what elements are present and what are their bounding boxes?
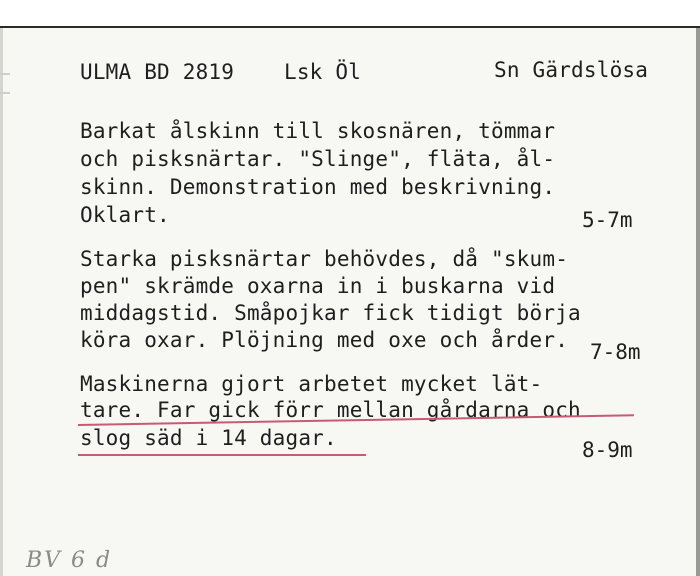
card-left-edge — [0, 28, 3, 576]
scan-tick — [0, 73, 10, 75]
region-label: Lsk Öl — [284, 60, 362, 84]
archive-code: ULMA BD 2819 — [80, 60, 235, 84]
entry-3-line-2: tare. Far gick förr mellan gårdarna och — [80, 398, 581, 422]
scan-tick — [0, 92, 10, 94]
card-right-edge — [696, 28, 700, 576]
entry-1-line-4: Oklart. — [80, 203, 170, 227]
entry-3-line-1: Maskinerna gjort arbetet mycket lät- — [80, 372, 543, 396]
entry-1-line-2: och pisksnärtar. "Slinge", fläta, ål- — [80, 147, 556, 171]
entry-3-line-3: slog säd i 14 dagar. — [80, 426, 337, 450]
entry-2-line-2: pen" skrämde oxarna in i buskarna vid — [80, 274, 556, 298]
pencil-note: BV 6 d — [26, 548, 113, 573]
underline-2 — [78, 454, 366, 456]
entry-2-line-1: Starka pisksnärtar behövdes, då "skum- — [80, 247, 569, 271]
entry-1-marker: 5-7m — [582, 208, 633, 232]
entry-2-line-3: middagstid. Småpojkar fick tidigt börja — [80, 301, 581, 325]
entry-1-line-1: Barkat ålskinn till skosnären, tömmar — [80, 119, 556, 143]
parish-label: Sn Gärdslösa — [494, 58, 649, 82]
entry-2-line-4: köra oxar. Plöjning med oxe och årder. — [80, 328, 569, 352]
card-top-edge — [0, 0, 700, 28]
entry-1-line-3: skinn. Demonstration med beskrivning. — [80, 175, 556, 199]
entry-3-marker: 8-9m — [582, 438, 633, 462]
entry-2-marker: 7-8m — [590, 340, 641, 364]
